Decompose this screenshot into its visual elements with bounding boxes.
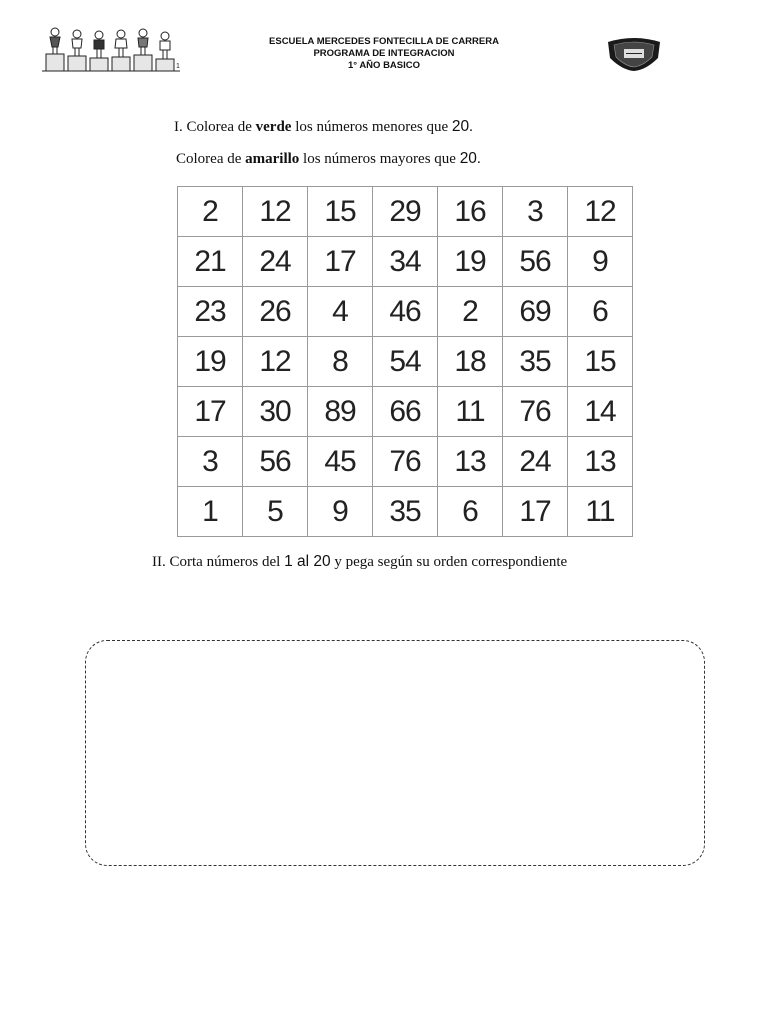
- grid-cell[interactable]: 46: [373, 287, 438, 337]
- grid-cell[interactable]: 56: [503, 237, 568, 287]
- grid-cell[interactable]: 9: [308, 487, 373, 537]
- grid-row: [178, 187, 633, 237]
- grid-cell[interactable]: 21: [178, 237, 243, 287]
- grid-row: [178, 487, 633, 537]
- grid-cell[interactable]: 26: [243, 287, 308, 337]
- threshold-number: 20: [459, 150, 477, 167]
- grid-cell[interactable]: 16: [438, 187, 503, 237]
- grid-cell[interactable]: 6: [438, 487, 503, 537]
- grid-cell[interactable]: 19: [178, 337, 243, 387]
- children-on-podium-icon: [40, 24, 185, 74]
- grid-cell[interactable]: 8: [308, 337, 373, 387]
- grid-cell[interactable]: 24: [243, 237, 308, 287]
- grid-cell[interactable]: 24: [503, 437, 568, 487]
- grid-cell[interactable]: 13: [438, 437, 503, 487]
- grid-cell[interactable]: 3: [503, 187, 568, 237]
- grid-cell[interactable]: 2: [438, 287, 503, 337]
- grid-cell[interactable]: 76: [373, 437, 438, 487]
- number-grid: [177, 186, 633, 537]
- logo-page-number: 1: [176, 63, 180, 70]
- grid-cell[interactable]: 29: [373, 187, 438, 237]
- grid-cell[interactable]: 15: [308, 187, 373, 237]
- grid-cell[interactable]: 30: [243, 387, 308, 437]
- grid-cell[interactable]: 12: [243, 337, 308, 387]
- grid-cell[interactable]: 54: [373, 337, 438, 387]
- school-seal-icon: [606, 36, 662, 72]
- instruction-green: I. Colorea de verde los números menores que 20.: [174, 118, 473, 135]
- grid-cell[interactable]: 9: [568, 237, 633, 287]
- grid-cell[interactable]: 11: [438, 387, 503, 437]
- grid-cell[interactable]: 19: [438, 237, 503, 287]
- school-name: ESCUELA MERCEDES FONTECILLA DE CARRERA: [269, 36, 499, 47]
- grid-cell[interactable]: 66: [373, 387, 438, 437]
- grid-cell[interactable]: 35: [503, 337, 568, 387]
- number-range: 1 al 20: [284, 553, 331, 570]
- grid-cell[interactable]: 17: [178, 387, 243, 437]
- grid-row: [178, 237, 633, 287]
- grid-cell[interactable]: 76: [503, 387, 568, 437]
- grid-cell[interactable]: 1: [178, 487, 243, 537]
- grid-row: [178, 437, 633, 487]
- threshold-number: 20: [451, 118, 470, 135]
- instruction-yellow: Colorea de amarillo los números mayores que 20.: [176, 150, 481, 167]
- grid-row: [178, 337, 633, 387]
- grid-cell[interactable]: 3: [178, 437, 243, 487]
- color-word-yellow: amarillo: [245, 151, 300, 167]
- grid-cell[interactable]: 89: [308, 387, 373, 437]
- color-word-green: verde: [255, 119, 292, 135]
- school-header: [200, 36, 568, 72]
- grid-cell[interactable]: 15: [568, 337, 633, 387]
- grid-cell[interactable]: 56: [243, 437, 308, 487]
- grid-cell[interactable]: 13: [568, 437, 633, 487]
- grid-cell[interactable]: 2: [178, 187, 243, 237]
- grid-cell[interactable]: 45: [308, 437, 373, 487]
- grid-cell[interactable]: 34: [373, 237, 438, 287]
- grid-cell[interactable]: 69: [503, 287, 568, 337]
- grid-row: [178, 287, 633, 337]
- grid-cell[interactable]: 12: [568, 187, 633, 237]
- grid-cell[interactable]: 17: [503, 487, 568, 537]
- grid-cell[interactable]: 11: [568, 487, 633, 537]
- grid-cell[interactable]: 14: [568, 387, 633, 437]
- grid-cell[interactable]: 5: [243, 487, 308, 537]
- program-name: PROGRAMA DE INTEGRACION: [313, 48, 455, 59]
- grid-cell[interactable]: 23: [178, 287, 243, 337]
- grid-cell[interactable]: 12: [243, 187, 308, 237]
- grade-label: 1° AÑO BASICO: [347, 60, 421, 71]
- grid-cell[interactable]: 35: [373, 487, 438, 537]
- grid-row: [178, 387, 633, 437]
- grid-cell[interactable]: 18: [438, 337, 503, 387]
- instruction-cut-paste: II. Corta números del 1 al 20 y pega según su orden correspondiente: [152, 553, 568, 570]
- grid-cell[interactable]: 4: [308, 287, 373, 337]
- paste-area[interactable]: [85, 640, 705, 866]
- grid-cell[interactable]: 6: [568, 287, 633, 337]
- grid-cell[interactable]: 17: [308, 237, 373, 287]
